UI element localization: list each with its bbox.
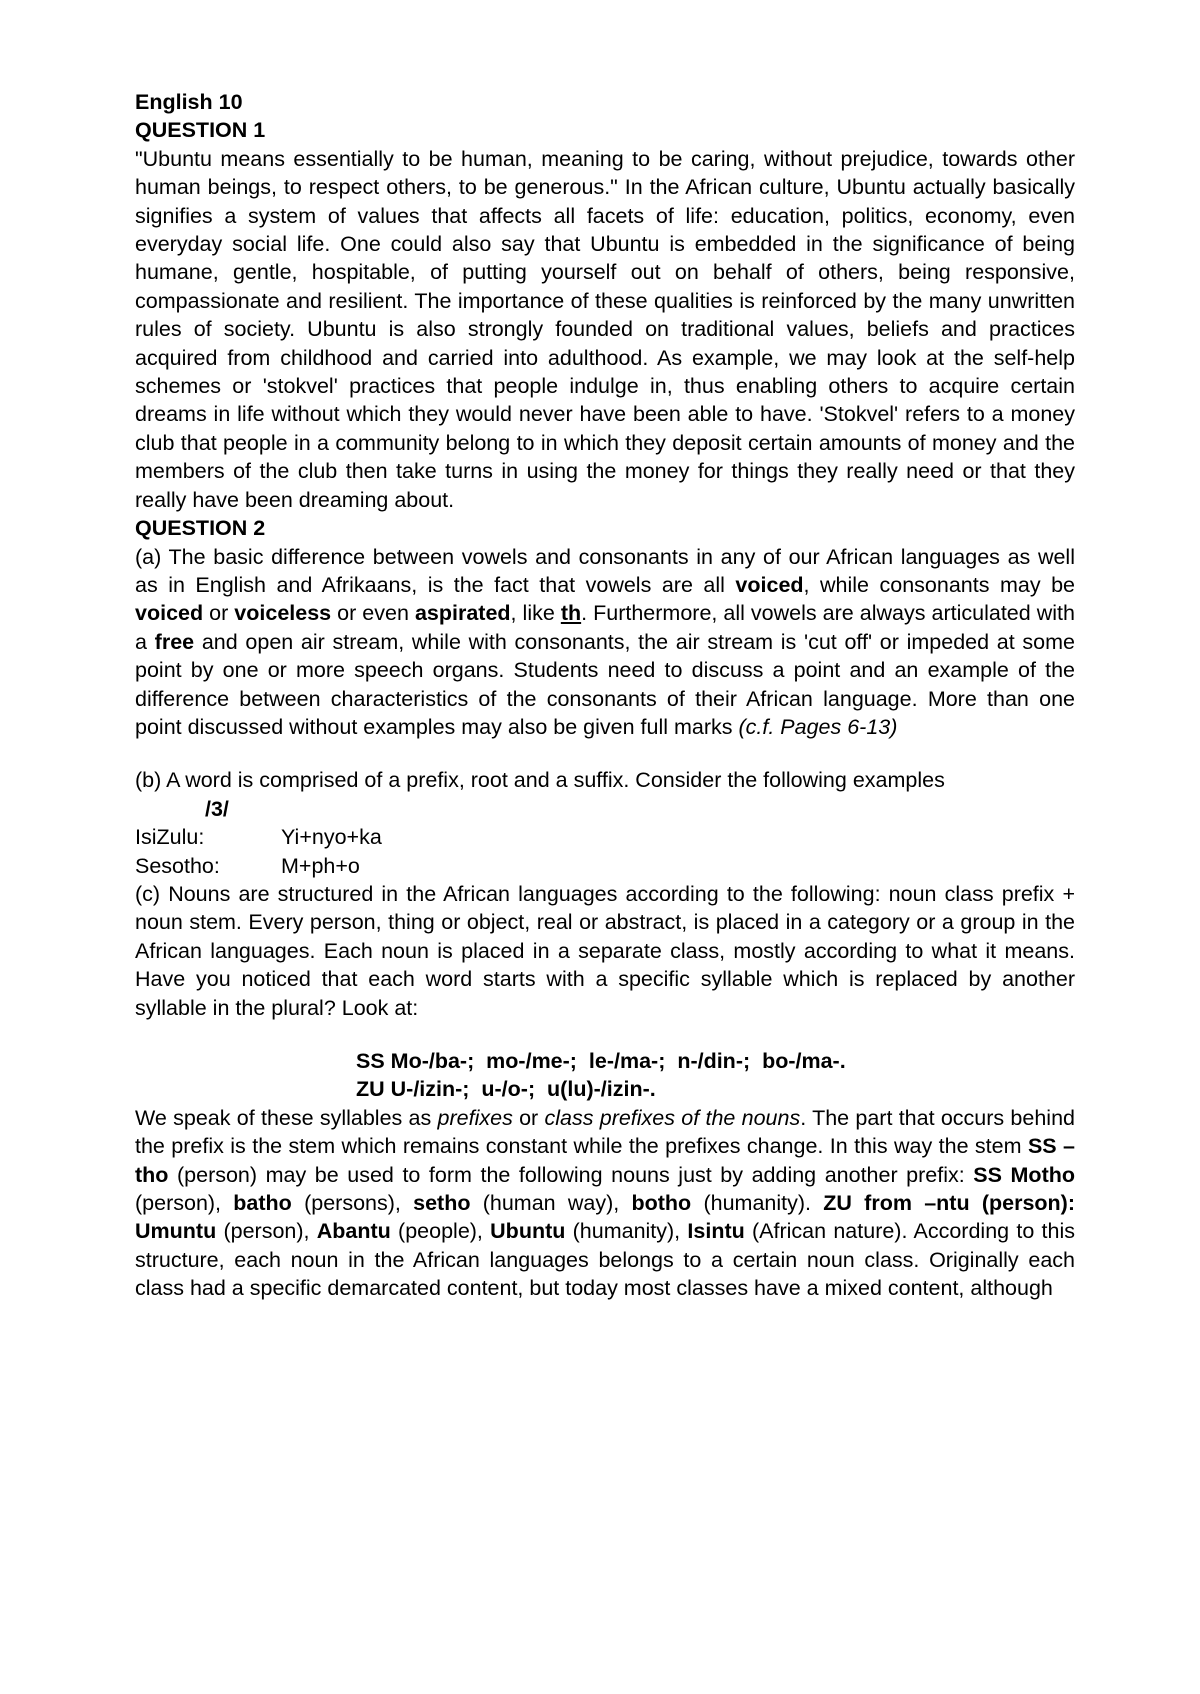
- text-run: (human way),: [470, 1191, 632, 1216]
- text-run: We speak of these syllables as: [135, 1105, 438, 1130]
- question-2c-answer: (c) Nouns are structured in the African languages according to the following: noun class prefix + noun stem. Every person, thing or object, real or abstract, is placed in a category or a group in the African languages. Each noun is placed in a separate class, mostly according to what it means. Have you noticed that each word starts with a specific syllable which is replaced by another syllable in the plural? Look at:: [135, 881, 1075, 1020]
- term-voiced: voiced: [135, 601, 204, 626]
- term-aspirated: aspirated: [414, 601, 511, 626]
- prefix-examples: [135, 1047, 1075, 1104]
- zulu-prefixes: ZU U-/izin-; u-/o-; u(lu)-/izin-.: [356, 1077, 656, 1102]
- term-isintu: Isintu: [687, 1219, 745, 1244]
- question-2a-answer: [135, 543, 1075, 742]
- term-free: free: [154, 629, 195, 654]
- question-1-heading: QUESTION 1: [135, 118, 266, 143]
- text-run: (person),: [135, 1191, 234, 1216]
- term-setho: setho: [413, 1191, 471, 1216]
- text-run: (humanity),: [565, 1219, 688, 1244]
- term-th: th: [560, 601, 582, 626]
- example-isizulu: [135, 823, 1075, 851]
- prefix-explanation: [135, 1104, 1075, 1303]
- question-2b-text: (b) A word is comprised of a prefix, root and a suffix. Consider the following examples: [135, 768, 945, 793]
- text-run: or even: [331, 601, 415, 626]
- document-page: [135, 88, 1075, 1303]
- text-run: . Furthermore, all vowels are always articulated with a: [135, 601, 1075, 654]
- term-voiceless: voiceless: [234, 601, 332, 626]
- term-batho: batho: [233, 1191, 292, 1216]
- term-class-prefixes: class prefixes of the nouns: [544, 1105, 801, 1130]
- term-botho: botho: [631, 1191, 692, 1216]
- text-run: (African nature). According to this structure, each noun in the African languages belongs to a certain noun class. Originally each class had a specific demarcated content, but today most classes have a mixed content, although: [135, 1219, 1076, 1301]
- text-run: (a) The basic difference between vowels and consonants in any of our African languages as well as in English and Afrikaans, is the fact that vowels are all: [135, 544, 1075, 597]
- document-title: English 10: [135, 90, 243, 114]
- page-reference: (c.f. Pages 6-13): [738, 714, 898, 739]
- sesotho-prefixes: SS Mo-/ba-; mo-/me-; le-/ma-; n-/din-; bo-/ma-.: [356, 1049, 846, 1073]
- term-umuntu: ZU from –ntu (person): Umuntu: [135, 1191, 1075, 1244]
- term-abantu: Abantu: [316, 1219, 391, 1244]
- text-run: (people),: [390, 1219, 491, 1244]
- term-ubuntu: Ubuntu: [490, 1219, 566, 1244]
- question-2b: [135, 766, 1075, 823]
- example-language: IsiZulu:: [135, 825, 205, 850]
- marks-label: /3/: [205, 796, 229, 821]
- text-run: , like: [510, 601, 561, 626]
- example-language: Sesotho:: [135, 853, 220, 878]
- text-run: (person),: [216, 1219, 317, 1244]
- text-run: (person) may be used to form the following nouns just by adding another prefix:: [168, 1162, 974, 1187]
- text-run: or: [512, 1105, 545, 1130]
- example-sesotho: [135, 852, 1075, 880]
- example-word: M+ph+o: [281, 853, 360, 878]
- term-prefixes: prefixes: [437, 1105, 513, 1130]
- question-2-heading: QUESTION 2: [135, 516, 266, 541]
- text-run: (humanity).: [691, 1191, 824, 1216]
- term-voiced: voiced: [735, 572, 804, 597]
- example-word: Yi+nyo+ka: [281, 825, 382, 850]
- term-motho: SS Motho: [973, 1162, 1075, 1187]
- term-stem-tho: SS –tho: [135, 1134, 1075, 1187]
- text-run: and open air stream, while with consonants, the air stream is 'cut off' or impeded at some point by one or more speech organs. Students need to discuss a point and an example of the difference between characteristics of the consonants of their African language. More than one point discussed without examples may also be given full marks: [135, 629, 1075, 739]
- text-run: . The part that occurs behind the prefix is the stem which remains constant while the prefixes change. In this way the stem: [135, 1105, 1075, 1159]
- text-run: , while consonants may be: [803, 572, 1075, 597]
- text-run: (persons),: [291, 1191, 414, 1216]
- question-1-answer: "Ubuntu means essentially to be human, meaning to be caring, without prejudice, towards other human beings, to respect others, to be generous." In the African culture, Ubuntu actually basically signifies a system of values that affects all facets of life: education, politics, economy, even everyday social life. One could also say that Ubuntu is embedded in the significance of being humane, gentle, hospitable, of putting yourself out on behalf of others, being responsive, compassionate and resilient. The importance of these qualities is reinforced by the many unwritten rules of society. Ubuntu is also strongly founded on traditional values, beliefs and practices acquired from childhood and carried into adulthood. As example, we may look at the self-help schemes or 'stokvel' practices that people indulge in, thus enabling others to acquire certain dreams in life without which they would never have been able to have. 'Stokvel' refers to a money club that people in a community belong to in which they deposit certain amounts of money and the members of the club then take turns in using the money for things they really need or that they really have been dreaming about.: [135, 146, 1075, 512]
- text-run: or: [203, 601, 235, 626]
